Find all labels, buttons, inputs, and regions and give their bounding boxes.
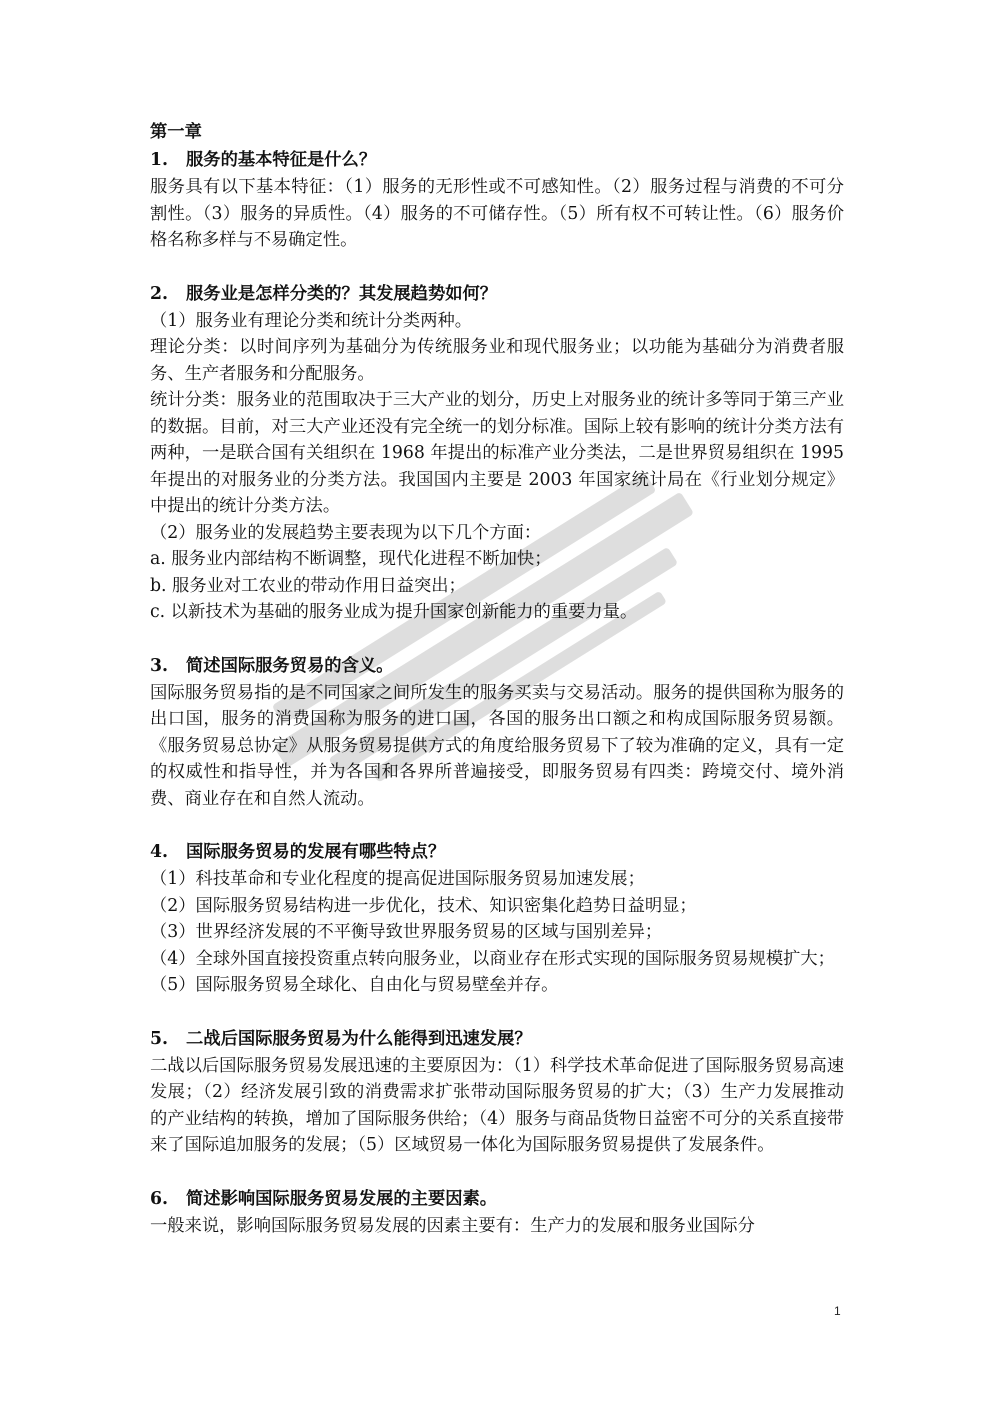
- question-heading: [150, 1185, 844, 1213]
- question-text: 二战后国际服务贸易为什么能得到迅速发展？: [186, 1028, 532, 1049]
- question-section: [150, 1185, 844, 1240]
- answer-paragraph: 国际服务贸易指的是不同国家之间所发生的服务买卖与交易活动。服务的提供国称为服务的出口国，服务的消费国称为服务的进口国，各国的服务出口额之和构成国际服务贸易额。《服务贸易总协定》从服务贸易提供方式的角度给服务贸易下了较为准确的定义，具有一定的权威性和指导性，并为各国和各界所普遍接受，即服务贸易有四类：跨境交付、境外消费、商业存在和自然人流动。: [150, 682, 844, 809]
- answer-paragraph: （3）世界经济发展的不平衡导致世界服务贸易的区域与国别差异；: [150, 922, 663, 942]
- question-number: 5.: [150, 1028, 169, 1049]
- question-section: [150, 838, 844, 999]
- question-text: 国际服务贸易的发展有哪些特点？: [186, 842, 446, 862]
- answer-paragraph: c. 以新技术为基础的服务业成为提升国家创新能力的重要力量。: [150, 602, 638, 622]
- answer-paragraph: （5）国际服务贸易全球化、自由化与贸易壁垒并存。: [150, 975, 559, 995]
- answer-paragraph: （2）服务业的发展趋势主要表现为以下几个方面：: [150, 522, 542, 543]
- question-number: 2.: [150, 283, 169, 304]
- question-number: 1.: [150, 150, 169, 170]
- question-number: 6.: [150, 1188, 169, 1209]
- question-text: 服务的基本特征是什么？: [186, 150, 377, 170]
- question-section: [150, 652, 844, 813]
- question-section: [150, 1025, 844, 1159]
- question-section: [150, 280, 844, 626]
- answer-paragraph: 理论分类：以时间序列为基础分为传统服务业和现代服务业；以功能为基础分为消费者服务、生产者服务和分配服务。: [150, 337, 844, 384]
- answer-paragraph: 一般来说，影响国际服务贸易发展的因素主要有：生产力的发展和服务业国际分: [150, 1215, 755, 1236]
- question-heading: [150, 838, 844, 866]
- question-heading: [150, 652, 844, 680]
- question-text: 简述国际服务贸易的含义。: [186, 655, 394, 676]
- answer-paragraph: （2）国际服务贸易结构进一步优化，技术、知识密集化趋势日益明显；: [150, 895, 697, 916]
- question-heading: [150, 280, 844, 308]
- document-body: [150, 118, 844, 1265]
- question-heading: [150, 1025, 844, 1053]
- answer-paragraph: （1）科技革命和专业化程度的提高促进国际服务贸易加速发展；: [150, 869, 645, 889]
- question-text: 简述影响国际服务贸易发展的主要因素。: [186, 1188, 498, 1209]
- answer-paragraph: 二战以后国际服务贸易发展迅速的主要原因为：（1）科学技术革命促进了国际服务贸易高速发展；（2）经济发展引致的消费需求扩张带动国际服务贸易的扩大；（3）生产力发展推动的产业结构的转换，增加了国际服务供给；（4）服务与商品货物日益密不可分的关系直接带来了国际追加服务的发展；（5）区域贸易一体化为国际服务贸易提供了发展条件。: [150, 1055, 844, 1155]
- answer-paragraph: a. 服务业内部结构不断调整，现代化进程不断加快；: [150, 549, 552, 569]
- answer-paragraph: （1）服务业有理论分类和统计分类两种。: [150, 310, 473, 331]
- question-section: [150, 146, 844, 254]
- question-text: 服务业是怎样分类的？其发展趋势如何？: [186, 283, 498, 304]
- question-list: [150, 146, 844, 1239]
- answer-paragraph: 服务具有以下基本特征：（1）服务的无形性或不可感知性。（2）服务过程与消费的不可分割性。（3）服务的异质性。（4）服务的不可储存性。（5）所有权不可转让性。（6）服务价格名称多样与不易确定性。: [150, 177, 844, 250]
- page-number: 1: [834, 1304, 841, 1318]
- chapter-title: 第一章: [150, 122, 202, 142]
- answer-paragraph: b. 服务业对工农业的带动作用日益突出；: [150, 575, 466, 596]
- answer-paragraph: 统计分类：服务业的范围取决于三大产业的划分，历史上对服务业的统计多等同于第三产业的数据。目前，对三大产业还没有完全统一的划分标准。国际上较有影响的统计分类方法有两种，一是联合国有关组织在 1968 年提出的标准产业分类法，二是世界贸易组织在 1995 年提出的对服务业的分类方法。我国国内主要是 2003 年国家统计局在《行业划分规定》中提出的统计分类方法。: [150, 390, 844, 516]
- answer-paragraph: （4）全球外国直接投资重点转向服务业，以商业存在形式实现的国际服务贸易规模扩大；: [150, 948, 835, 969]
- question-heading: [150, 146, 844, 174]
- question-number: 4.: [150, 842, 169, 862]
- question-number: 3.: [150, 655, 169, 676]
